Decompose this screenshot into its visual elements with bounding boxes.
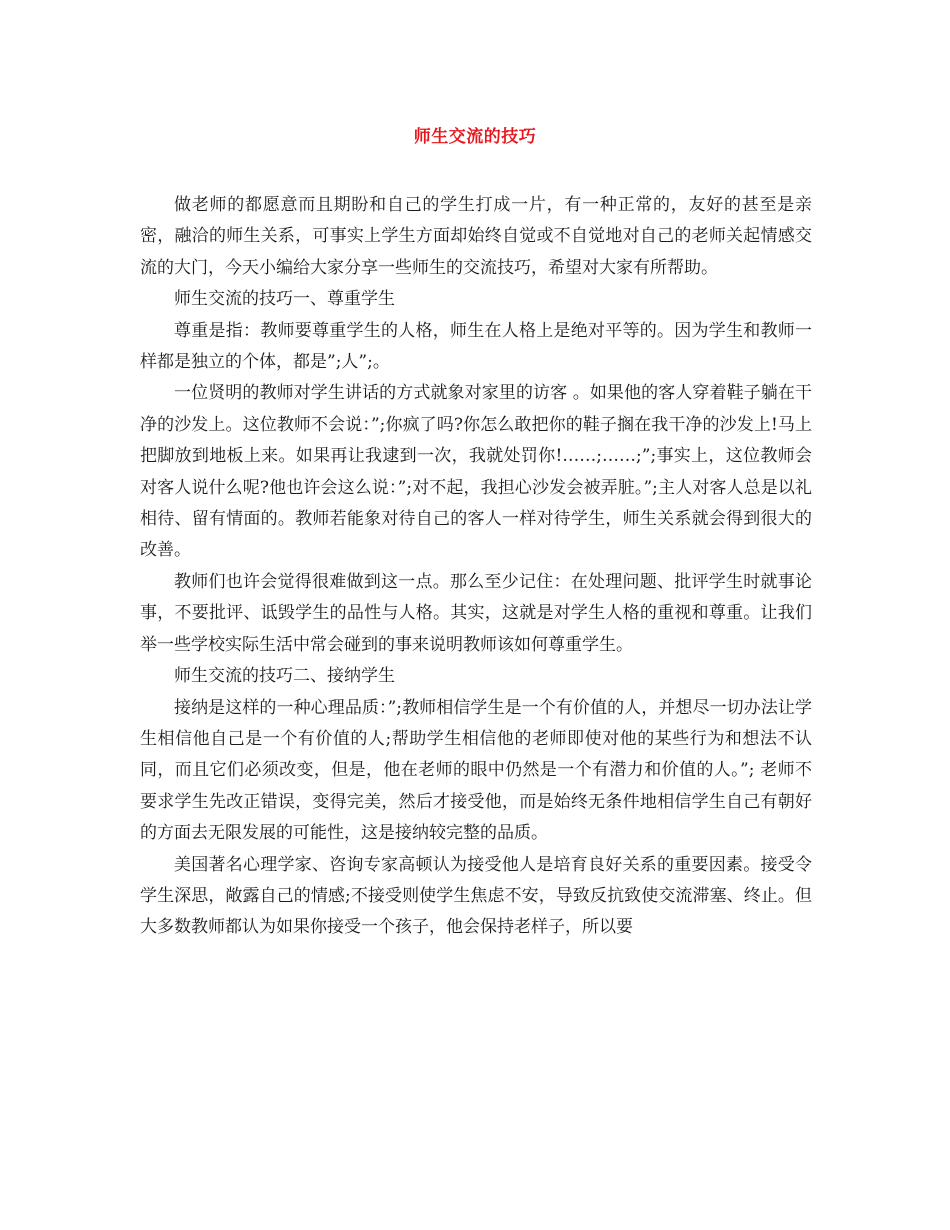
document-title: 师生交流的技巧 xyxy=(413,127,537,147)
section-heading-2: 师生交流的技巧二、接纳学生 xyxy=(174,666,395,687)
paragraph-respect-definition: 尊重是指：教师要尊重学生的人格，师生在人格上是绝对平等的。因为学生和教师一样都是独立的个体，都是”;人”;。 xyxy=(140,320,812,373)
paragraph-acceptance-definition: 接纳是这样的一种心理品质：”;教师相信学生是一个有价值的人，并想尽一切办法让学生相信他自己是一个有价值的人;帮助学生相信他的老师即使对他的某些行为和想法不认同，而且它们必须改变，但是，他在老师的眼中仍然是一个有潜力和价值的人。”; 老师不要求学生先改正错误，变得完美，然后才接受他，而是始终无条件地相信学生自己有朝好的方面去无限发展的可能性，这是接纳较完整的品质。 xyxy=(140,697,812,844)
paragraph-intro: 做老师的都愿意而且期盼和自己的学生打成一片，有一种正常的，友好的甚至是亲密，融洽的师生关系，可事实上学生方面却始终自觉或不自觉地对自己的老师关起情感交流的大门，今天小编给大家分享一些师生的交流技巧，希望对大家有所帮助。 xyxy=(140,195,812,278)
paragraph-respect-practice: 教师们也许会觉得很难做到这一点。那么至少记住：在处理问题、批评学生时就事论事，不要批评、诋毁学生的品性与人格。其实，这就是对学生人格的重视和尊重。让我们举一些学校实际生活中常会碰到的事来说明教师该如何尊重学生。 xyxy=(140,571,812,655)
document-body xyxy=(140,190,812,944)
paragraph-gordon: 美国著名心理学家、咨询专家高顿认为接受他人是培育良好关系的重要因素。接受令学生深思，敞露自己的情感;不接受则使学生焦虑不安，导致反抗致使交流滞塞、终止。但大多数教师都认为如果你接受一个孩子，他会保持老样子，所以要 xyxy=(140,854,812,938)
section-heading-1: 师生交流的技巧一、尊重学生 xyxy=(174,289,395,310)
paragraph-guest-example: 一位贤明的教师对学生讲话的方式就象对家里的访客 。如果他的客人穿着鞋子躺在干净的沙发上。这位教师不会说：”;你疯了吗?你怎么敢把你的鞋子搁在我干净的沙发上!马上把脚放到地板上来。如果再让我逮到一次，我就处罚你!……;……;”;事实上，这位教师会对客人说什么呢?他也许会这么说：”;对不起，我担心沙发会被弄脏。”;主人对客人总是以礼相待、留有情面的。教师若能象对待自己的客人一样对待学生，师生关系就会得到很大的改善。 xyxy=(140,383,812,561)
